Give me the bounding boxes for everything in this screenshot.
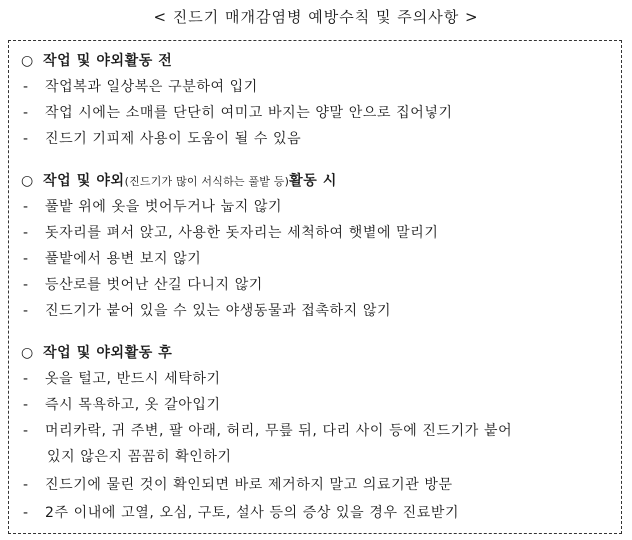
dash-bullet: -	[23, 397, 29, 413]
dash-bullet: -	[23, 225, 29, 241]
list-item: - 2주 이내에 고열, 오심, 구토, 설사 등의 증상 있을 경우 진료받기	[23, 505, 460, 521]
dash-bullet: -	[23, 251, 29, 267]
list-item: - 진드기가 붙어 있을 수 있는 야생동물과 접촉하지 않기	[23, 303, 392, 319]
list-item: - 작업 시에는 소매를 단단히 여미고 바지는 양말 안으로 집어넣기	[23, 105, 453, 121]
list-item: - 진드기 기피제 사용이 도움이 될 수 있음	[23, 131, 302, 147]
section-heading-before	[21, 51, 172, 71]
dash-bullet: -	[23, 505, 29, 521]
list-item: - 작업복과 일상복은 구분하여 입기	[23, 79, 258, 95]
dash-bullet: -	[23, 79, 29, 95]
section-heading-after	[21, 343, 172, 363]
dash-bullet: -	[23, 371, 29, 387]
list-item: - 풀밭에서 용변 보지 않기	[23, 251, 202, 267]
circle-bullet-icon: ○	[21, 345, 34, 361]
dash-bullet: -	[23, 131, 29, 147]
list-item: - 풀밭 위에 옷을 벗어두거나 눕지 않기	[23, 199, 283, 215]
dash-bullet: -	[23, 303, 29, 319]
circle-bullet-icon: ○	[21, 173, 34, 189]
list-item: - 옷을 털고, 반드시 세탁하기	[23, 371, 221, 387]
list-item: - 머리카락, 귀 주변, 팔 아래, 허리, 무릎 뒤, 다리 사이 등에 진드기가 붙어	[23, 423, 513, 439]
circle-bullet-icon: ○	[21, 53, 34, 69]
section-heading-text: 작업 및 야외활동 전	[43, 53, 173, 69]
dash-bullet: -	[23, 477, 29, 493]
list-item: - 돗자리를 펴서 앉고, 사용한 돗자리는 세척하여 햇볕에 말리기	[23, 225, 439, 241]
list-item-continuation: 있지 않은지 꼼꼼히 확인하기	[47, 449, 232, 465]
page-title: < 진드기 매개감염병 예방수칙 및 주의사항 >	[153, 8, 479, 26]
section-heading-during: ○ 작업 및 야외(진드기가 많이 서식하는 풀밭 등)활동 시	[21, 173, 337, 189]
list-item: - 등산로를 벗어난 산길 다니지 않기	[23, 277, 263, 293]
section-heading-text: 작업 및 야외활동 후	[43, 345, 173, 361]
dash-bullet: -	[23, 105, 29, 121]
heading-parenthetical: (진드기가 많이 서식하는 풀밭 등)	[124, 175, 290, 188]
dash-bullet: -	[23, 277, 29, 293]
dash-bullet: -	[23, 199, 29, 215]
list-item: - 즉시 목욕하고, 옷 갈아입기	[23, 397, 221, 413]
dash-bullet: -	[23, 423, 29, 439]
list-item: - 진드기에 물린 것이 확인되면 바로 제거하지 말고 의료기관 방문	[23, 477, 453, 493]
guidelines-box	[8, 40, 622, 534]
